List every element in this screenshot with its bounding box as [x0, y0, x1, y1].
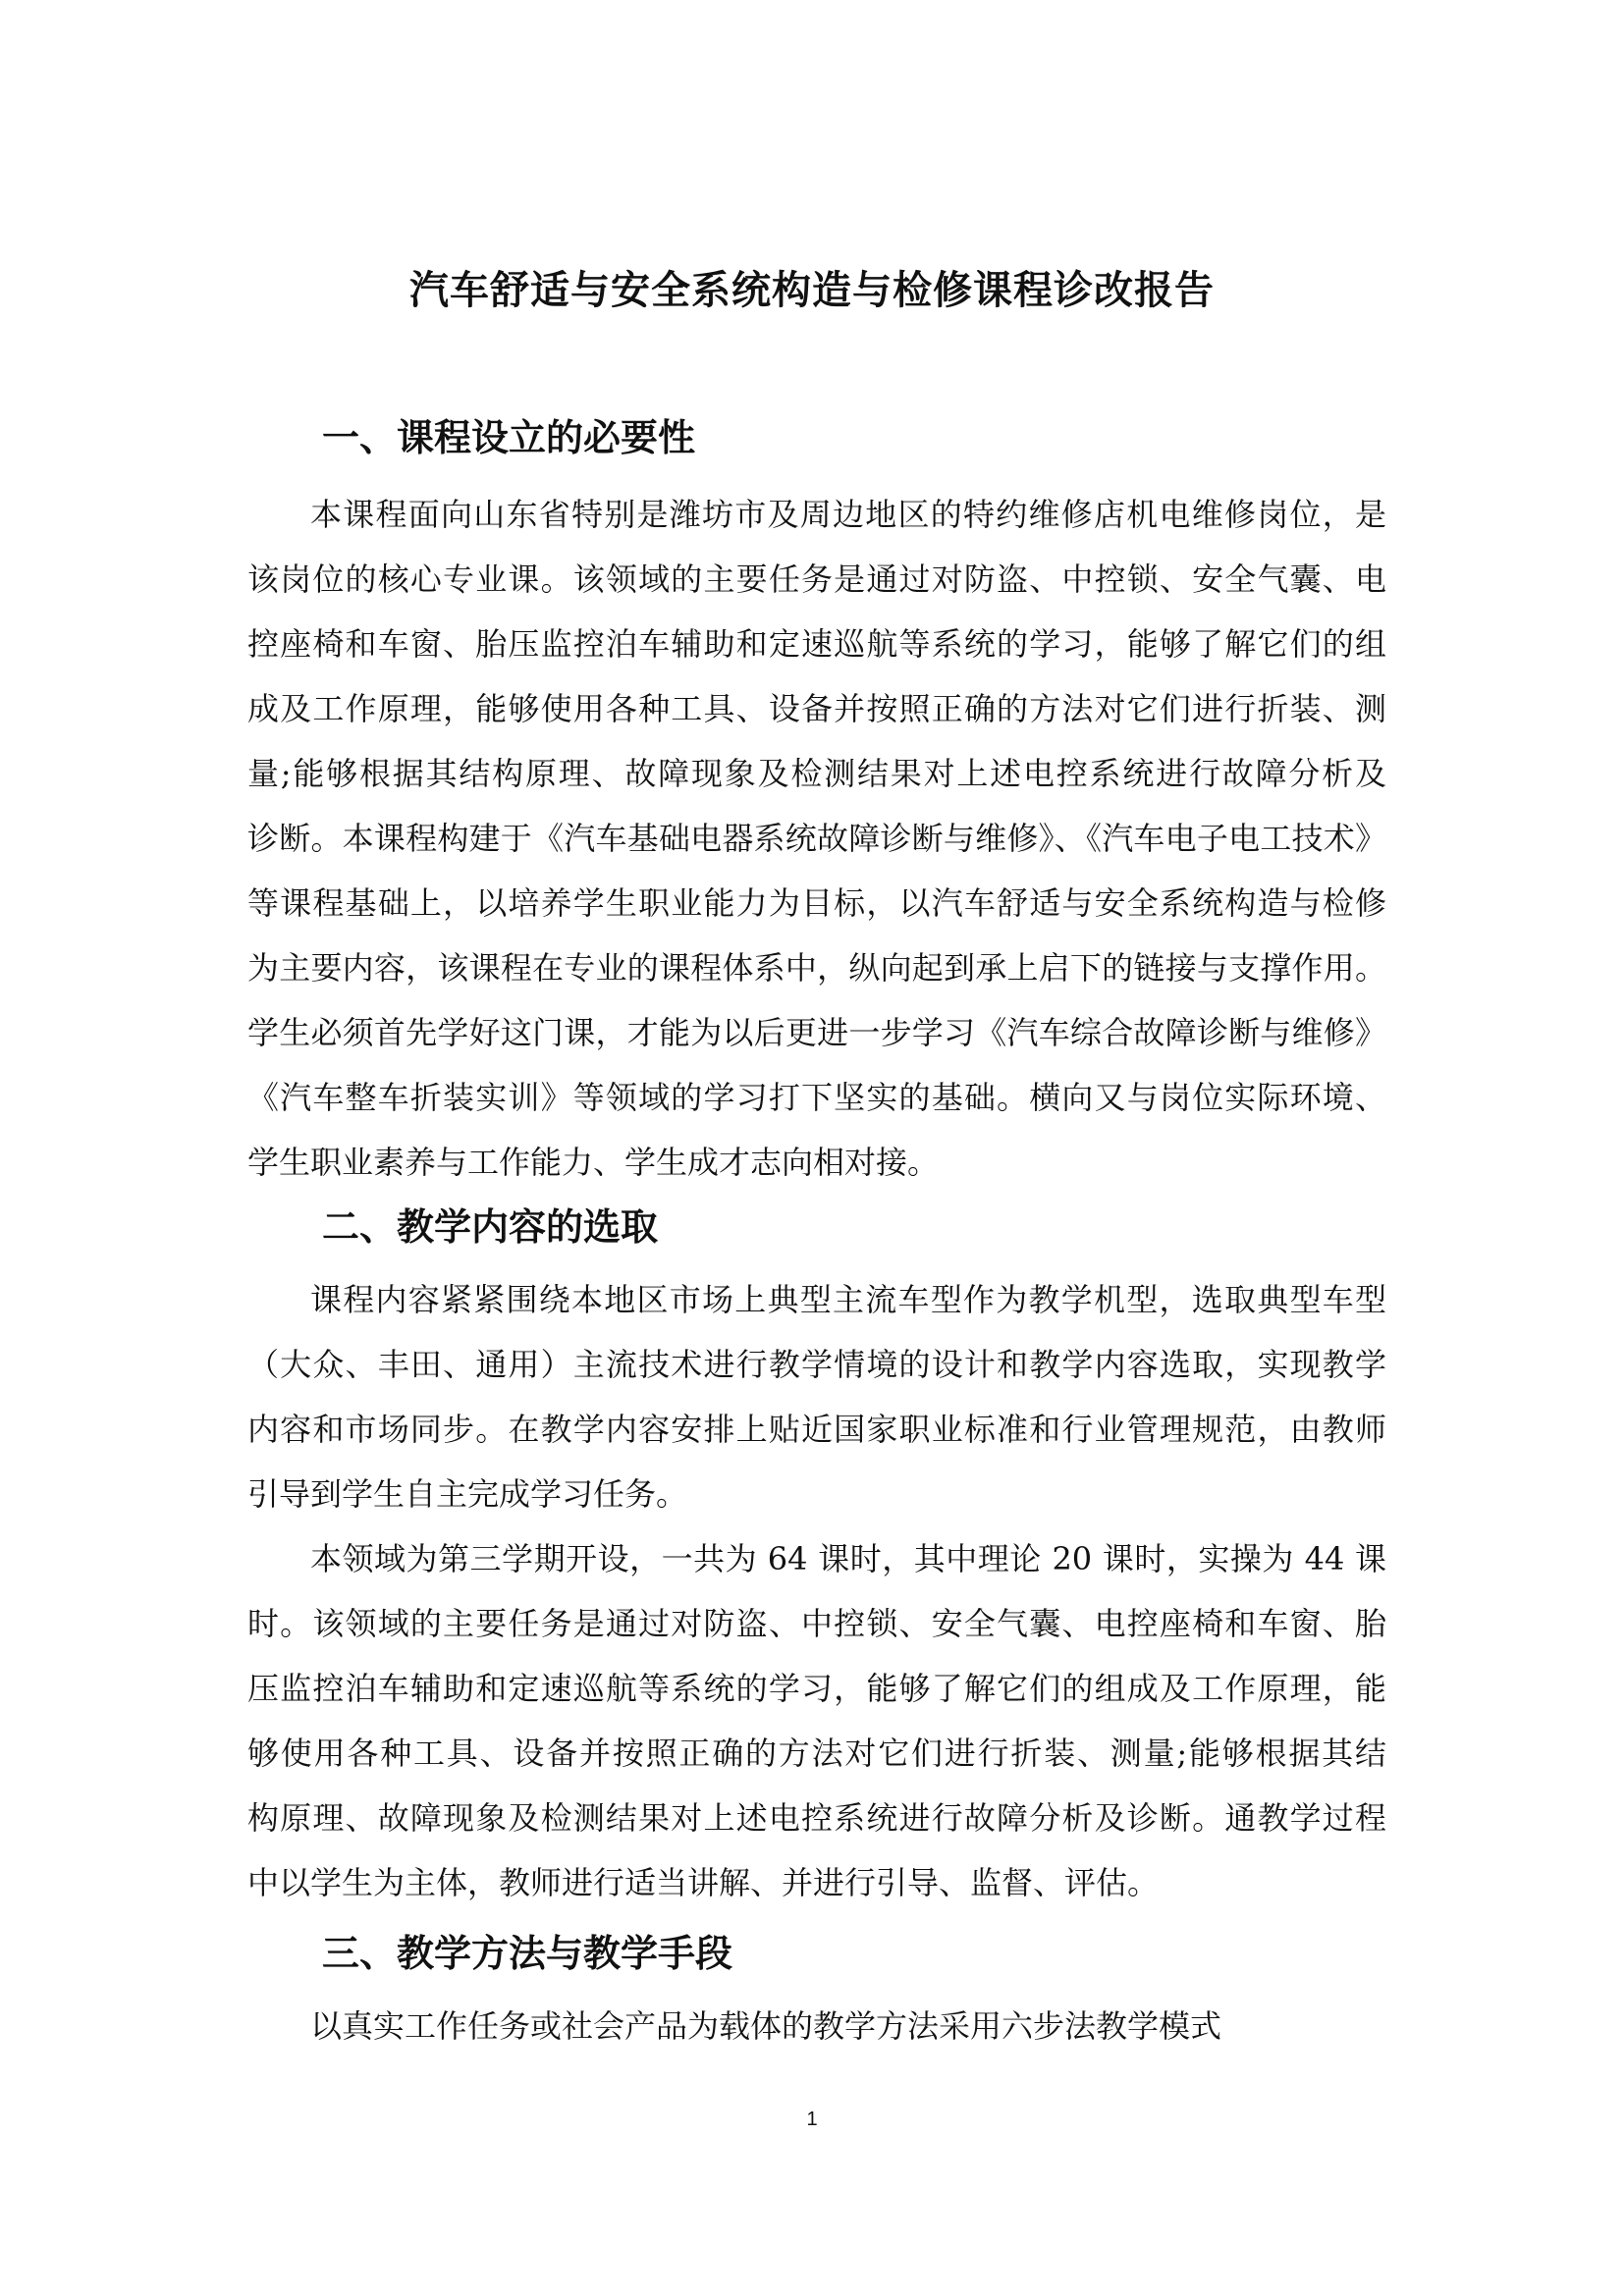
paragraph-line: 中以学生为主体，教师进行适当讲解、并进行引导、监督、评估。 [247, 1864, 1160, 1901]
paragraph-line: 控座椅和车窗、胎压监控泊车辅助和定速巡航等系统的学习，能够了解它们的组 [247, 625, 1386, 663]
paragraph-line: 课程内容紧紧围绕本地区市场上典型主流车型作为教学机型，选取典型车型 [310, 1281, 1386, 1318]
paragraph-line: 构原理、故障现象及检测结果对上述电控系统进行故障分析及诊断。通教学过程 [247, 1799, 1386, 1837]
paragraph-line: 为主要内容，该课程在专业的课程体系中，纵向起到承上启下的链接与支撑作用。 [247, 949, 1386, 987]
section-heading-content-selection: 二、教学内容的选取 [322, 1205, 659, 1249]
paragraph-line: 学生职业素养与工作能力、学生成才志向相对接。 [247, 1144, 940, 1181]
paragraph-line: 《汽车整车折装实训》等领域的学习打下坚实的基础。横向又与岗位实际环境、 [247, 1079, 1386, 1116]
section-heading-methods: 三、教学方法与教学手段 [322, 1932, 733, 1975]
paragraph-line: 本领域为第三学期开设，一共为 64 课时，其中理论 20 课时，实操为 44 课 [310, 1540, 1386, 1577]
paragraph-line: （大众、丰田、通用）主流技术进行教学情境的设计和教学内容选取，实现教学 [247, 1346, 1386, 1383]
paragraph-line: 该岗位的核心专业课。该领域的主要任务是通过对防盗、中控锁、安全气囊、电 [247, 561, 1386, 598]
paragraph-line: 压监控泊车辅助和定速巡航等系统的学习，能够了解它们的组成及工作原理，能 [247, 1670, 1386, 1707]
paragraph-line: 量;能够根据其结构原理、故障现象及检测结果对上述电控系统进行故障分析及 [247, 755, 1386, 792]
section-heading-necessity: 一、课程设立的必要性 [322, 416, 696, 459]
paragraph-line: 内容和市场同步。在教学内容安排上贴近国家职业标准和行业管理规范，由教师 [247, 1411, 1386, 1448]
paragraph-line: 等课程基础上，以培养学生职业能力为目标，以汽车舒适与安全系统构造与检修 [247, 884, 1386, 922]
paragraph-line: 诊断。本课程构建于《汽车基础电器系统故障诊断与维修》、《汽车电子电工技术》 [247, 820, 1386, 857]
paragraph-line: 引导到学生自主完成学习任务。 [247, 1475, 688, 1513]
paragraph-line: 够使用各种工具、设备并按照正确的方法对它们进行折装、测量;能够根据其结 [247, 1735, 1386, 1772]
page-number: 1 [806, 2109, 818, 2130]
paragraph-line: 本课程面向山东省特别是潍坊市及周边地区的特约维修店机电维修岗位，是 [310, 496, 1386, 533]
document-title: 汽车舒适与安全系统构造与检修课程诊改报告 [409, 267, 1215, 313]
paragraph-line: 时。该领域的主要任务是通过对防盗、中控锁、安全气囊、电控座椅和车窗、胎 [247, 1605, 1386, 1642]
paragraph-line: 成及工作原理，能够使用各种工具、设备并按照正确的方法对它们进行折装、测 [247, 690, 1386, 727]
paragraph-line: 学生必须首先学好这门课，才能为以后更进一步学习《汽车综合故障诊断与维修》 [247, 1014, 1386, 1051]
paragraph-line: 以真实工作任务或社会产品为载体的教学方法采用六步法教学模式 [310, 2007, 1222, 2045]
